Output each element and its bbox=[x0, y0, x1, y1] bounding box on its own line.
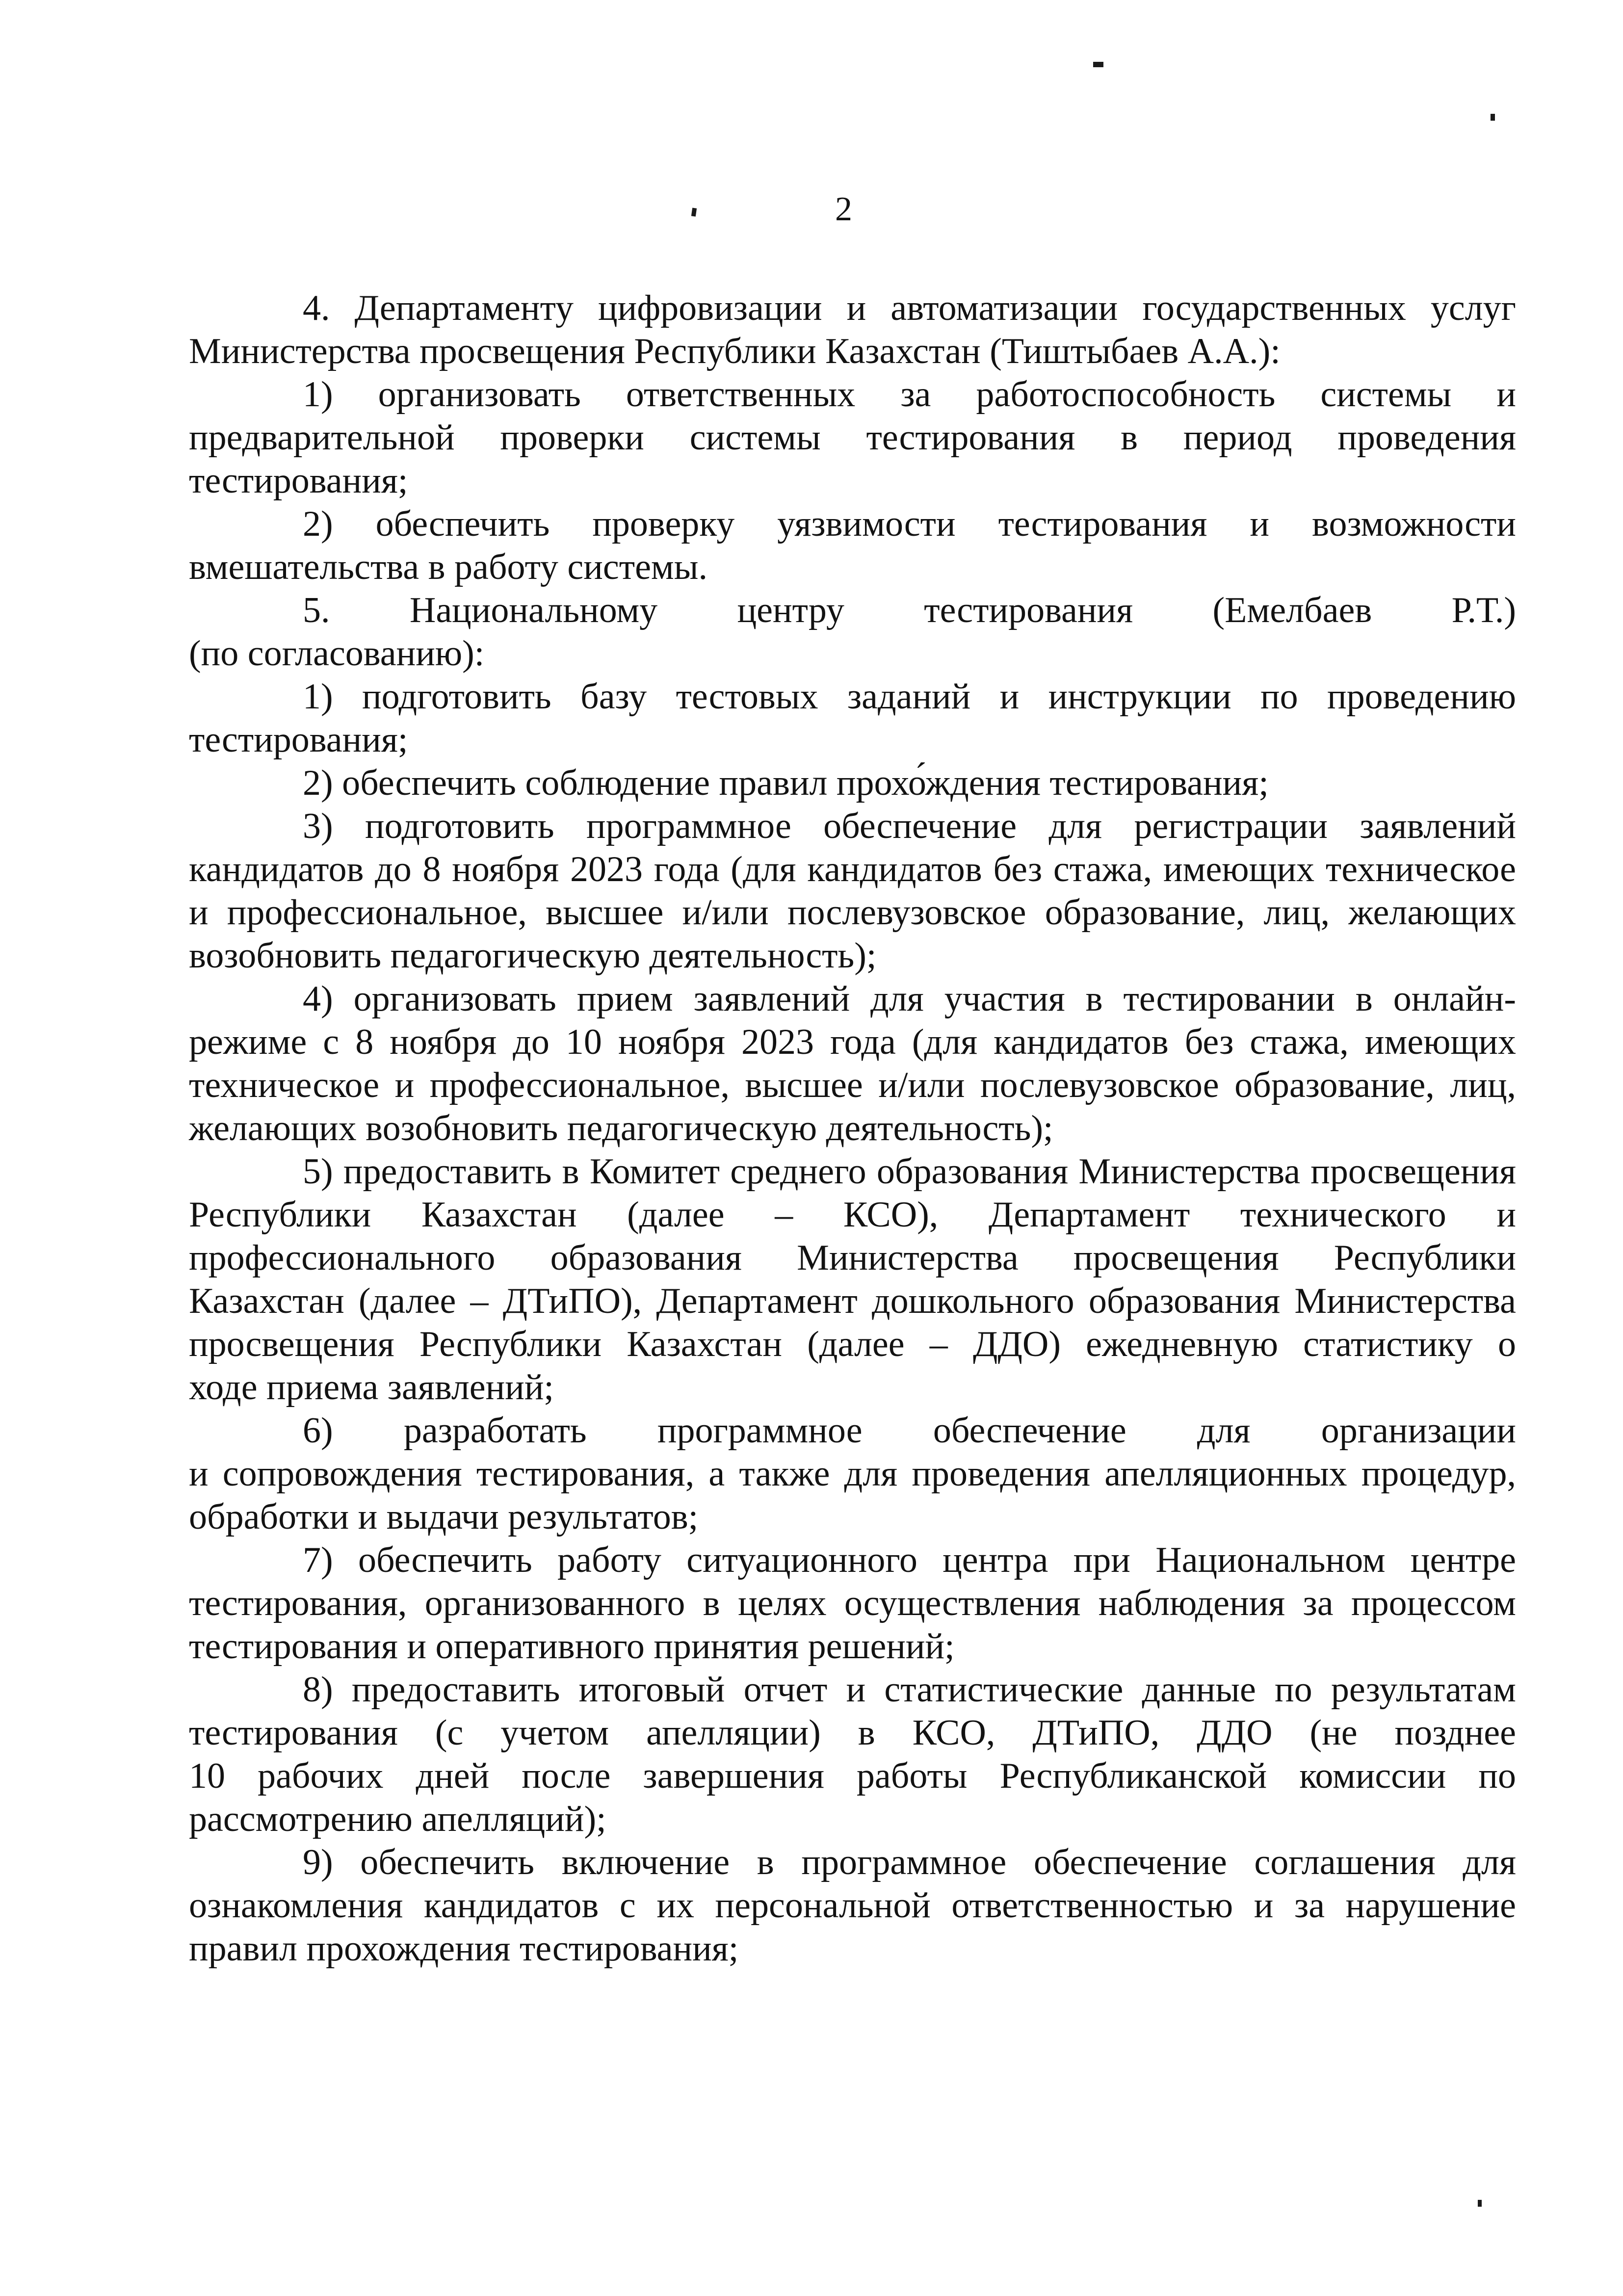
text-line: 5) предоставить в Комитет среднего образования Министерства просвещения bbox=[303, 1151, 1516, 1192]
text-line: обработки и выдачи результатов; bbox=[189, 1497, 699, 1537]
page-number: 2 bbox=[835, 190, 852, 228]
text-line: 8) предоставить итоговый отчет и статистические данные по результатам bbox=[303, 1670, 1516, 1710]
scan-artifact-tick bbox=[691, 208, 697, 216]
text-line: 1) организовать ответственных за работоспособность системы и bbox=[303, 374, 1516, 415]
scan-artifact-dot bbox=[1491, 114, 1495, 121]
text-line: тестирования (с учетом апелляции) в КСО, ДТиПО, ДДО (не позднее bbox=[189, 1713, 1516, 1753]
text-line: 7) обеспечить работу ситуационного центра при Национальном центре bbox=[303, 1540, 1516, 1580]
paragraph bbox=[189, 287, 1516, 373]
paragraph bbox=[189, 761, 1516, 805]
text-line: вмешательства в работу системы. bbox=[189, 547, 707, 587]
text-line: 5. Национальному центру тестирования (Емелбаев Р.Т.) bbox=[303, 590, 1516, 630]
text-line: рассмотрению апелляций); bbox=[189, 1799, 606, 1839]
text-line: Казахстан (далее – ДТиПО), Департамент дошкольного образования Министерства bbox=[189, 1281, 1516, 1321]
text-line: Республики Казахстан (далее – КСО), Департамент технического и bbox=[189, 1195, 1516, 1235]
text-line: режиме с 8 ноября до 10 ноября 2023 года (для кандидатов без стажа, имеющих bbox=[189, 1022, 1516, 1062]
text-line: 4. Департаменту цифровизации и автоматизации государственных услуг bbox=[303, 288, 1516, 328]
paragraph bbox=[189, 1841, 1516, 1970]
text-line: желающих возобновить педагогическую деятельность); bbox=[189, 1108, 1053, 1148]
paragraph bbox=[189, 1539, 1516, 1668]
paragraph bbox=[189, 502, 1516, 589]
text-line: профессионального образования Министерства просвещения Республики bbox=[189, 1238, 1516, 1278]
text-line: тестирования и оперативного принятия решений; bbox=[189, 1626, 955, 1667]
paragraph bbox=[189, 1409, 1516, 1539]
text-line: 10 рабочих дней после завершения работы Республиканской комиссии по bbox=[189, 1756, 1516, 1796]
text-line: тестирования; bbox=[189, 720, 408, 760]
text-line: кандидатов до 8 ноября 2023 года (для кандидатов без стажа, имеющих техническое bbox=[189, 849, 1516, 889]
paragraph bbox=[189, 1668, 1516, 1841]
text-line: 4) организовать прием заявлений для участия в тестировании в онлайн- bbox=[303, 979, 1516, 1019]
text-line: тестирования, организованного в целях осуществления наблюдения за процессом bbox=[189, 1583, 1516, 1623]
paragraph bbox=[189, 805, 1516, 977]
text-line: тестирования; bbox=[189, 461, 408, 501]
scan-artifact-dot bbox=[1478, 2200, 1482, 2207]
text-line: (по согласованию): bbox=[189, 633, 485, 674]
paragraph bbox=[189, 977, 1516, 1150]
scan-artifact-dash bbox=[1093, 62, 1103, 67]
text-line: 2) обеспечить соблюдение правил прохо́ждения тестирования; bbox=[303, 763, 1269, 803]
text-line: просвещения Республики Казахстан (далее – ДДО) ежедневную статистику о bbox=[189, 1324, 1516, 1364]
paragraph bbox=[189, 675, 1516, 761]
paragraph bbox=[189, 373, 1516, 502]
text-line: ознакомления кандидатов с их персональной ответственностью и за нарушение bbox=[189, 1885, 1516, 1926]
text-line: 6) разработать программное обеспечение для организации bbox=[303, 1410, 1516, 1451]
text-line: и профессиональное, высшее и/или послевузовское образование, лиц, желающих bbox=[189, 892, 1516, 933]
paragraph bbox=[189, 1150, 1516, 1409]
text-line: правил прохождения тестирования; bbox=[189, 1929, 739, 1969]
text-line: 1) подготовить базу тестовых заданий и инструкции по проведению bbox=[303, 677, 1516, 717]
paragraph bbox=[189, 589, 1516, 675]
text-line: возобновить педагогическую деятельность); bbox=[189, 936, 877, 976]
text-body bbox=[189, 287, 1516, 1970]
text-line: техническое и профессиональное, высшее и/или послевузовское образование, лиц, bbox=[189, 1065, 1516, 1105]
text-line: 3) подготовить программное обеспечение для регистрации заявлений bbox=[303, 806, 1516, 846]
text-line: предварительной проверки системы тестирования в период проведения bbox=[189, 417, 1516, 458]
text-line: Министерства просвещения Республики Казахстан (Тиштыбаев А.А.): bbox=[189, 331, 1281, 371]
text-line: ходе приема заявлений; bbox=[189, 1367, 554, 1408]
text-line: 9) обеспечить включение в программное обеспечение соглашения для bbox=[303, 1842, 1516, 1882]
text-line: 2) обеспечить проверку уязвимости тестирования и возможности bbox=[303, 504, 1516, 544]
text-line: и сопровождения тестирования, а также для проведения апелляционных процедур, bbox=[189, 1454, 1516, 1494]
